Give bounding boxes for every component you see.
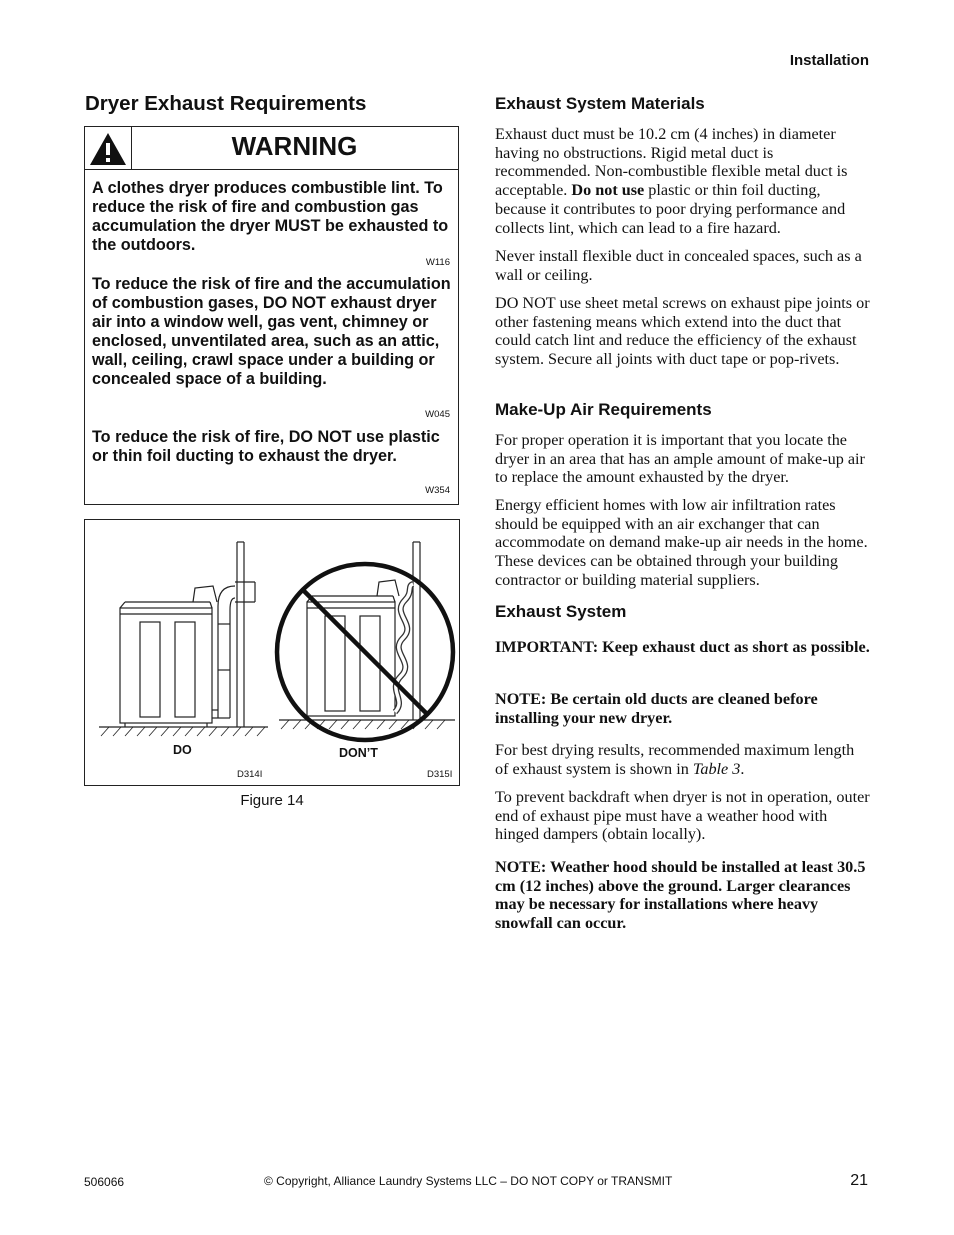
system-p1-text: For best drying results, recommended maximum length of exhaust system is shown in: [495, 741, 855, 778]
do-figure-code: D314I: [237, 769, 263, 780]
running-header: Installation: [789, 52, 869, 69]
dryer-exhaust-illustration: [85, 520, 461, 787]
materials-p1-text-end: plastic or thin foil ducting, because it contributes to poor drying performance and collects lint, which can lead to a fire hazard.: [495, 181, 846, 237]
note-old-ducts: NOTE: Be certain old ducts are cleaned before installing your new dryer.: [495, 690, 818, 727]
warning-triangle-icon: [88, 131, 128, 167]
dont-label: DON’T: [339, 746, 378, 760]
materials-p1-text: Exhaust duct must be 10.2 cm (4 inches) in diameter having no obstructions. Rigid metal duct is recommended. Non-combustible flexible metal duct is acceptable.: [495, 125, 848, 200]
materials-paragraph-2: Never install flexible duct in concealed spaces, such as a wall or ceiling.: [495, 247, 862, 284]
warning-code-3: W354: [425, 485, 450, 496]
figure-caption: Figure 14: [240, 792, 304, 809]
warning-code-1: W116: [425, 257, 450, 268]
important-note: IMPORTANT: Keep exhaust duct as short as possible.: [495, 638, 870, 656]
footer-page-number: 21: [850, 1172, 868, 1189]
warning-paragraph-1: A clothes dryer produces combustible lint. To reduce the risk of fire and combustion gas accumulation the dryer MUST be exhausted to the outdoors.: [92, 179, 449, 254]
figure-14: [84, 519, 460, 786]
system-paragraph-1: [495, 741, 870, 778]
makeup-paragraph-2: Energy efficient homes with low air infiltration rates should be equipped with an air exchanger that can accommodate on demand make-up air needs in the home. These devices can be obtained through your building contractor or building material suppliers.: [495, 496, 868, 589]
materials-paragraph-3: DO NOT use sheet metal screws on exhaust pipe joints or other fastening means which extend into the duct that could catch lint and reduce the efficiency of the exhaust system. Secure all joints with duct tape or pop-rivets.: [495, 294, 870, 369]
heading-exhaust-system: Exhaust System: [495, 602, 627, 621]
warning-header: [85, 127, 458, 170]
system-paragraph-2: To prevent backdraft when dryer is not in operation, outer end of exhaust pipe must have a weather hood with hinged dampers (obtain locally).: [495, 788, 870, 844]
dont-figure-code: D315I: [427, 769, 453, 780]
warning-paragraph-2: To reduce the risk of fire and the accumulation of combustion gases, DO NOT exhaust dryer air into a window well, gas vent, chimney or enclosed, unventilated area, such as an attic, wall, ceiling, crawl space under a building or concealed space of a building.: [92, 275, 451, 388]
do-label: DO: [173, 743, 192, 757]
note-weather-hood: NOTE: Weather hood should be installed at least 30.5 cm (12 inches) above the ground. Larger clearances may be necessary for installations where heavy snowfall can occur.: [495, 858, 866, 933]
materials-paragraph-1: [495, 125, 870, 237]
warning-paragraph-3: To reduce the risk of fire, DO NOT use plastic or thin foil ducting to exhaust the dryer.: [92, 428, 440, 465]
table-3-reference: Table 3: [692, 759, 741, 778]
heading-exhaust-system-materials: Exhaust System Materials: [495, 94, 705, 113]
warning-box: [84, 126, 459, 505]
system-p1-end: .: [740, 759, 745, 778]
warning-title: WARNING: [231, 131, 358, 161]
warning-icon-cell: [85, 127, 132, 169]
materials-p1-bold: Do not use: [571, 181, 645, 200]
warning-code-2: W045: [425, 409, 450, 420]
makeup-paragraph-1: For proper operation it is important that you locate the dryer in an area that has an ample amount of make-up air to replace the amount exhausted by the dryer.: [495, 431, 865, 487]
section-title: Dryer Exhaust Requirements: [85, 92, 367, 115]
heading-make-up-air: Make-Up Air Requirements: [495, 400, 712, 419]
footer-document-number: 506066: [84, 1175, 125, 1189]
footer-copyright: © Copyright, Alliance Laundry Systems LLC – DO NOT COPY or TRANSMIT: [264, 1174, 673, 1188]
